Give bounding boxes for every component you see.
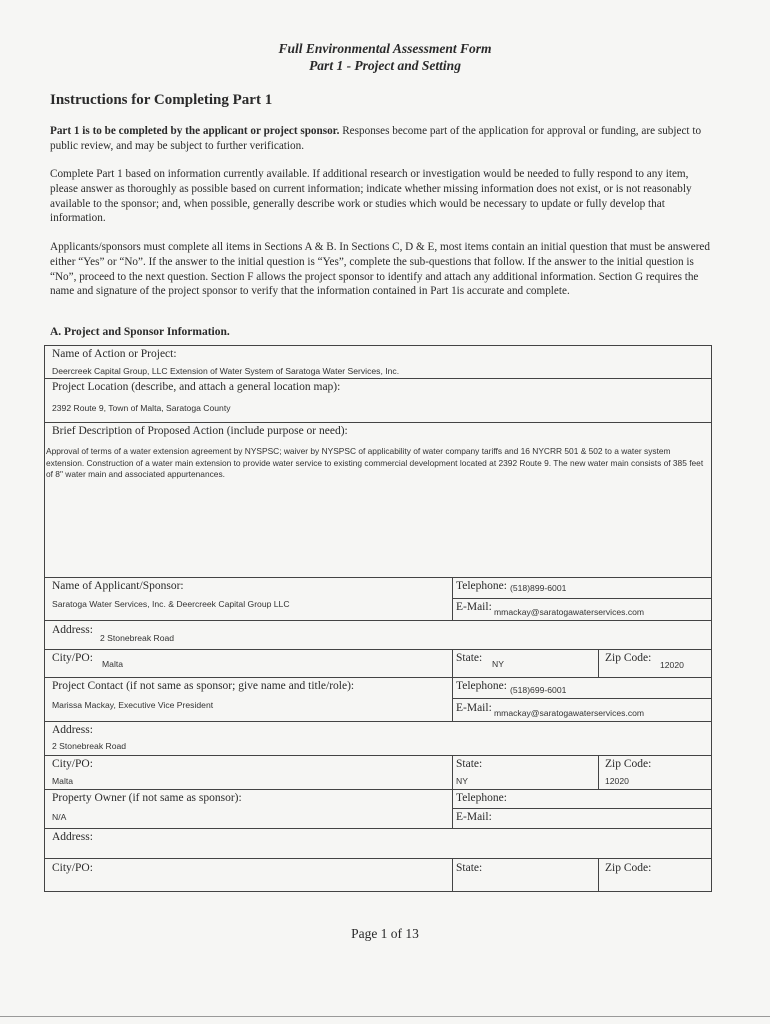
applicant-email-value[interactable]: mmackay@saratogawaterservices.com (494, 607, 645, 617)
project-location-label: Project Location (describe, and attach a general location map): (52, 381, 341, 393)
form-rule (44, 577, 712, 578)
form-rule (44, 677, 712, 678)
contact-telephone-label: Telephone: (456, 680, 507, 692)
applicant-telephone-label: Telephone: (456, 580, 507, 592)
name-of-action-value[interactable]: Deercreek Capital Group, LLC Extension of Water System of Saratoga Water Services, Inc. (52, 366, 400, 376)
form-border-left (44, 345, 45, 891)
instructions-paragraph-3: Applicants/sponsors must complete all items in Sections A & B. In Sections C, D & E, most items contain an initial question that must be answered either “Yes” or “No”. If the answer to the initial question is “Yes”, complete the sub-questions that follow. If the answer to the initial question is “No”, proceed to the next question. Section F allows the project sponsor to identify and attach any additional information. Section G requires the name and signature of the project sponsor to verify that the information contained in Part 1is accurate and complete. (50, 241, 710, 298)
applicant-name-value[interactable]: Saratoga Water Services, Inc. & Deercreek Capital Group LLC (52, 599, 290, 609)
contact-zip-value[interactable]: 12020 (605, 776, 629, 786)
applicant-city-label: City/PO: (52, 652, 93, 664)
page-bottom-rule (0, 1016, 770, 1017)
contact-telephone-value[interactable]: (518)699-6001 (510, 685, 567, 695)
form-rule (452, 808, 712, 809)
property-owner-label: Property Owner (if not same as sponsor): (52, 792, 242, 804)
form-border-right (711, 345, 712, 891)
form-zip-divider (598, 858, 599, 891)
brief-description-value[interactable]: Approval of terms of a water extension agreement by NYSPSC; waiver by NYSPSC of applicability of water company tariffs and 16 NYCRR 501 & 502 to a water system extension. Construction of a water main extension to provide water service to existing commercial development located at 2392 Route 9. The new water main consists of 385 feet of 8" water main and associated appurtenances. (46, 446, 704, 480)
form-rule (44, 789, 712, 790)
contact-state-value[interactable]: NY (456, 776, 468, 786)
contact-city-value[interactable]: Malta (52, 776, 74, 786)
form-rule (44, 620, 712, 621)
applicant-telephone-value[interactable]: (518)899-6001 (510, 583, 567, 593)
owner-email-label: E-Mail: (456, 811, 492, 823)
applicant-address-label: Address: (52, 624, 93, 636)
form-rule (44, 422, 712, 423)
section-a-heading: A. Project and Sponsor Information. (50, 326, 230, 338)
form-rule (44, 378, 712, 379)
form-rule (452, 598, 712, 599)
form-title-line2: Part 1 - Project and Setting (309, 58, 461, 73)
form-rule (44, 345, 712, 346)
applicant-state-value[interactable]: NY (492, 659, 504, 669)
form-title-line1: Full Environmental Assessment Form (278, 41, 492, 56)
contact-address-label: Address: (52, 724, 93, 736)
applicant-state-label: State: (456, 652, 483, 664)
form-rule (452, 698, 712, 699)
form-rule (44, 649, 712, 650)
applicant-email-label: E-Mail: (456, 601, 492, 613)
form-rule (44, 755, 712, 756)
contact-zip-label: Zip Code: (605, 758, 652, 770)
applicant-zip-label: Zip Code: (605, 652, 652, 664)
owner-telephone-label: Telephone: (456, 792, 507, 804)
name-of-action-label: Name of Action or Project: (52, 348, 177, 360)
form-rule (44, 858, 712, 859)
applicant-address-value[interactable]: 2 Stonebreak Road (100, 633, 175, 643)
page-number: Page 1 of 13 (351, 926, 419, 941)
form-zip-divider (598, 755, 599, 789)
owner-address-label: Address: (52, 831, 93, 843)
contact-address-value[interactable]: 2 Stonebreak Road (52, 741, 127, 751)
owner-city-label: City/PO: (52, 862, 93, 874)
owner-zip-label: Zip Code: (605, 862, 652, 874)
form-column-divider (452, 577, 453, 620)
brief-description-label: Brief Description of Proposed Action (include purpose or need): (52, 425, 348, 437)
form-zip-divider (598, 649, 599, 677)
owner-state-label: State: (456, 862, 483, 874)
contact-email-label: E-Mail: (456, 702, 492, 714)
applicant-name-label: Name of Applicant/Sponsor: (52, 580, 184, 592)
contact-city-label: City/PO: (52, 758, 93, 770)
instructions-paragraph-2: Complete Part 1 based on information currently available. If additional research or investigation would be needed to fully respond to any item, please answer as thoroughly as possible based on current information; indicate whether missing information does not exist, or is not reasonably available to the sponsor; and, when possible, generally describe work or studies which would be necessary to update or fully develop that information. (50, 168, 692, 225)
property-owner-value[interactable]: N/A (52, 812, 67, 822)
form-rule (44, 721, 712, 722)
applicant-city-value[interactable]: Malta (102, 659, 124, 669)
paragraph-1-rest: Responses become part of the application for approval or funding, are subject to public review, and may be subject to further verification. (50, 125, 702, 152)
form-column-divider (452, 858, 453, 891)
form-column-divider (452, 755, 453, 828)
form-rule (44, 828, 712, 829)
instructions-paragraph-1 (50, 124, 716, 154)
form-column-divider (452, 649, 453, 721)
paragraph-1-bold-lead: Part 1 is to be completed by the applicant or project sponsor. (50, 125, 340, 137)
project-location-value[interactable]: 2392 Route 9, Town of Malta, Saratoga County (52, 403, 231, 413)
contact-state-label: State: (456, 758, 483, 770)
applicant-zip-value[interactable]: 12020 (660, 660, 684, 670)
project-contact-label: Project Contact (if not same as sponsor; give name and title/role): (52, 680, 355, 692)
form-rule (44, 891, 712, 892)
project-contact-value[interactable]: Marissa Mackay, Executive Vice President (52, 700, 214, 710)
contact-email-value[interactable]: mmackay@saratogawaterservices.com (494, 708, 645, 718)
instructions-heading: Instructions for Completing Part 1 (50, 92, 273, 108)
